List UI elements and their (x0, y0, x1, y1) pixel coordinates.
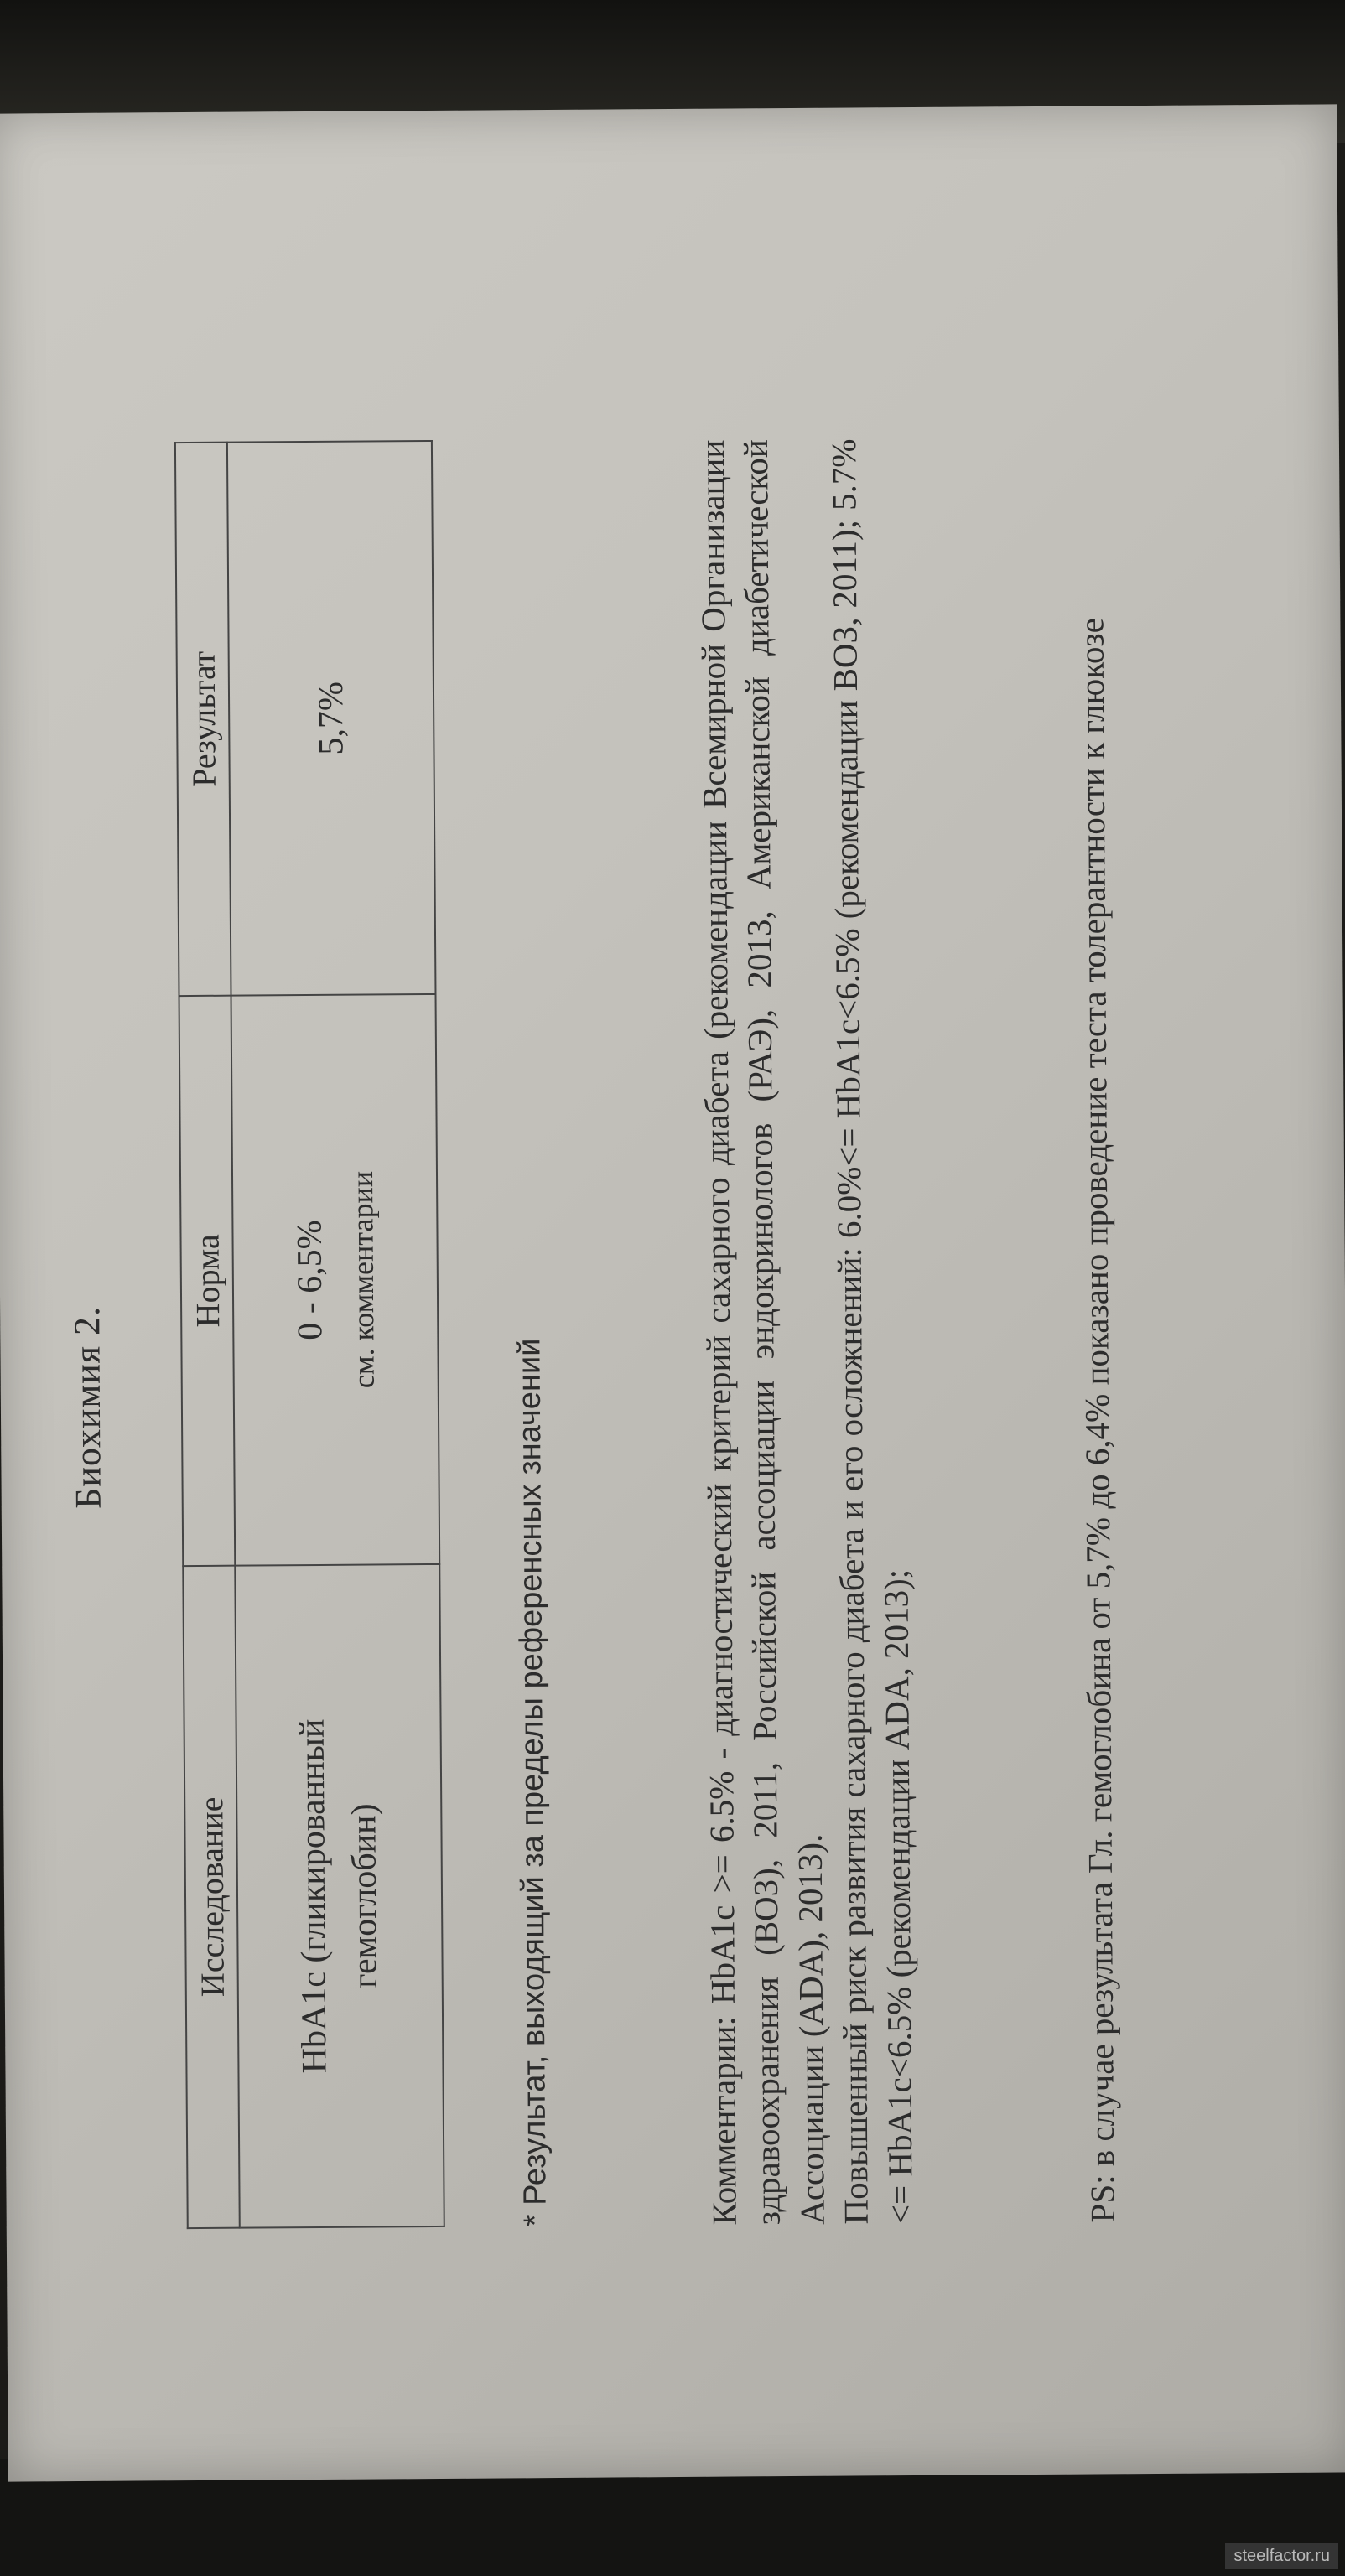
paper-sheet (0, 104, 1345, 2481)
watermark: steelfactor.ru (1225, 2543, 1338, 2569)
document-page (0, 104, 1345, 2481)
document-title: Биохимия 2. (66, 1305, 109, 1510)
header-result: Результат (175, 443, 231, 996)
norm-note: см. комментарии (345, 1170, 382, 1389)
cell-result: 5,7% (227, 441, 436, 996)
comment-paragraph-2: Повышенный риск развития сахарного диабета и его осложнений: 6.0%<= HbA1c<6.5% (рекомендации ВОЗ, 2011); 5.7%<= HbA1c<6.5% (рекомендации ADA, 2013); (824, 438, 920, 2225)
test-name-line1: HbA1c (гликированный (293, 1718, 335, 2074)
comment-paragraph-1: Комментарии: HbA1c >= 6.5% - диагностический критерий сахарного диабета (рекомендации Всемирной Организации здравоохранения (ВОЗ), 2011, Российской ассоциации эндокринологов (РАЭ), 2013, Американской диабетической Ассоциации (ADA), 2013). (692, 439, 832, 2226)
comments-block (690, 438, 922, 2226)
test-name-line2: гемоглобин) (345, 1803, 385, 1988)
norm-value: 0 - 6,5% (290, 1220, 330, 1340)
cell-norm (231, 994, 440, 1566)
lab-results-table (174, 440, 445, 2229)
ps-note: PS: в случае результата Гл. гемоглобина от 5,7% до 6,4% показано проведение теста толерантности к глюкозе (1072, 618, 1122, 2223)
header-norm: Норма (179, 996, 236, 1566)
header-test: Исследование (183, 1566, 240, 2228)
table-row (227, 441, 444, 2228)
cell-test (235, 1564, 444, 2228)
footnote: * Результат, выходящий за пределы референсных значений (512, 1338, 553, 2227)
